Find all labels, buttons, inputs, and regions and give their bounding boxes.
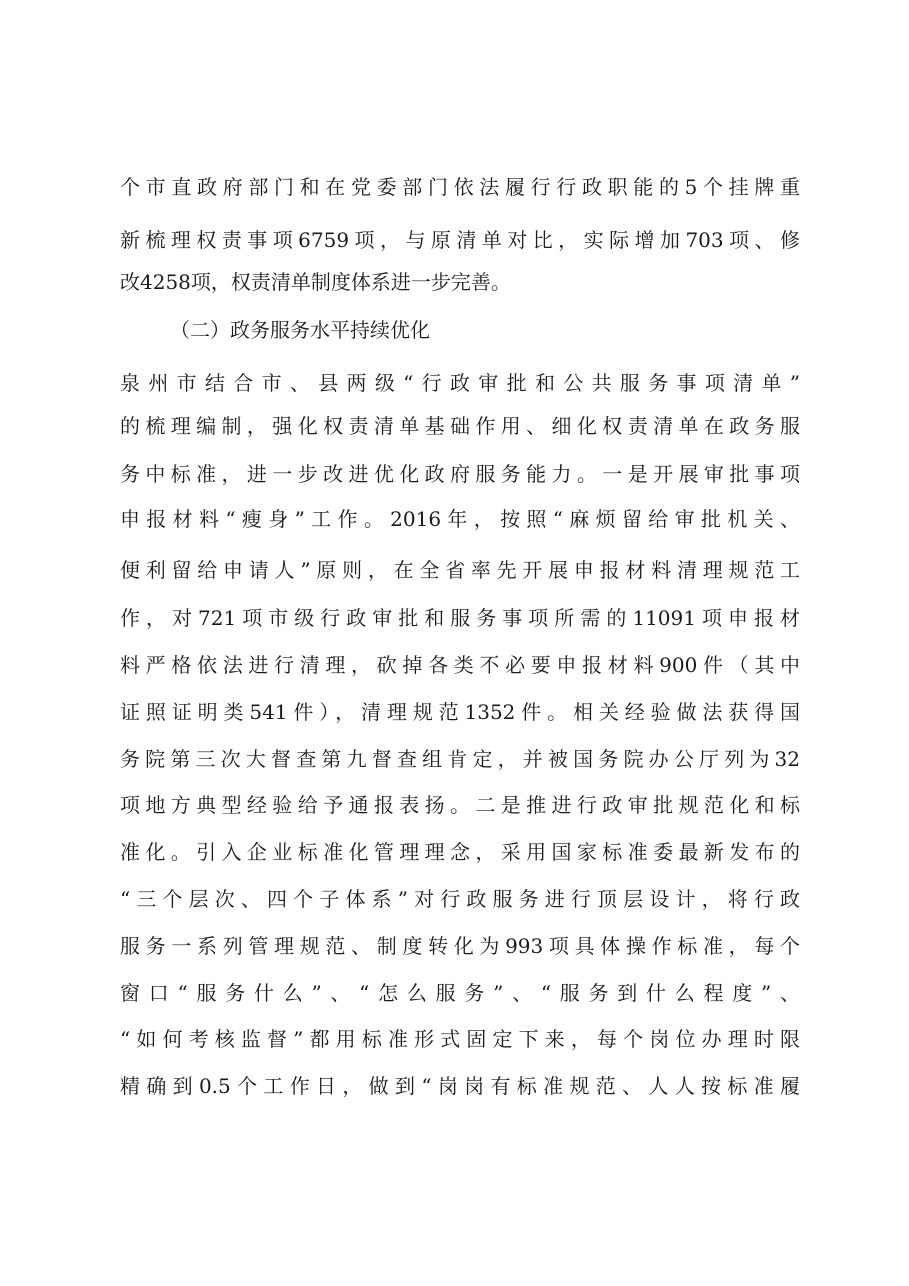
paragraph-line: 改4258项，权责清单制度体系进一步完善。 xyxy=(120,270,511,294)
paragraph-line: “如何考核监督”都用标准形式固定下来，每个岗位办理时限 xyxy=(120,1027,800,1051)
section-heading: （二）政务服务水平持续优化 xyxy=(170,318,430,342)
paragraph-line: 泉州市结合市、县两级“行政审批和公共服务事项清单” xyxy=(120,371,800,395)
paragraph-line: 证照证明类541件），清理规范1352件。相关经验做法获得国 xyxy=(120,700,800,724)
paragraph-line: “三个层次、四个子体系”对行政服务进行顶层设计，将行政 xyxy=(120,887,800,911)
paragraph-line: 务中标准，进一步改进优化政府服务能力。一是开展审批事项 xyxy=(120,462,800,486)
paragraph-line: 申报材料“瘦身”工作。2016年，按照“麻烦留给审批机关、 xyxy=(120,507,800,531)
paragraph-line: 的梳理编制，强化权责清单基础作用、细化权责清单在政务服 xyxy=(120,414,800,438)
paragraph-line: 务院第三次大督查第九督查组肯定，并被国务院办公厅列为32 xyxy=(120,747,800,771)
paragraph-line: 新梳理权责事项6759项，与原清单对比，实际增加703项、修 xyxy=(120,228,800,252)
paragraph-line: 料严格依法进行清理，砍掉各类不必要申报材料900件（其中 xyxy=(120,653,800,677)
paragraph-line: 项地方典型经验给予通报表扬。二是推进行政审批规范化和标 xyxy=(120,793,800,817)
paragraph-line: 精确到0.5个工作日，做到“岗岗有标准规范、人人按标准履 xyxy=(120,1074,800,1098)
paragraph-line: 个市直政府部门和在党委部门依法履行行政职能的5个挂牌重 xyxy=(120,175,800,199)
paragraph-line: 作，对721项市级行政审批和服务事项所需的11091项申报材 xyxy=(120,606,800,630)
paragraph-line: 服务一系列管理规范、制度转化为993项具体操作标准，每个 xyxy=(120,934,800,958)
paragraph-line: 窗口“服务什么”、“怎么服务”、“服务到什么程度”、 xyxy=(120,981,800,1005)
paragraph-line: 便利留给申请人”原则，在全省率先开展申报材料清理规范工 xyxy=(120,558,800,582)
paragraph-line: 准化。引入企业标准化管理理念，采用国家标准委最新发布的 xyxy=(120,840,800,864)
